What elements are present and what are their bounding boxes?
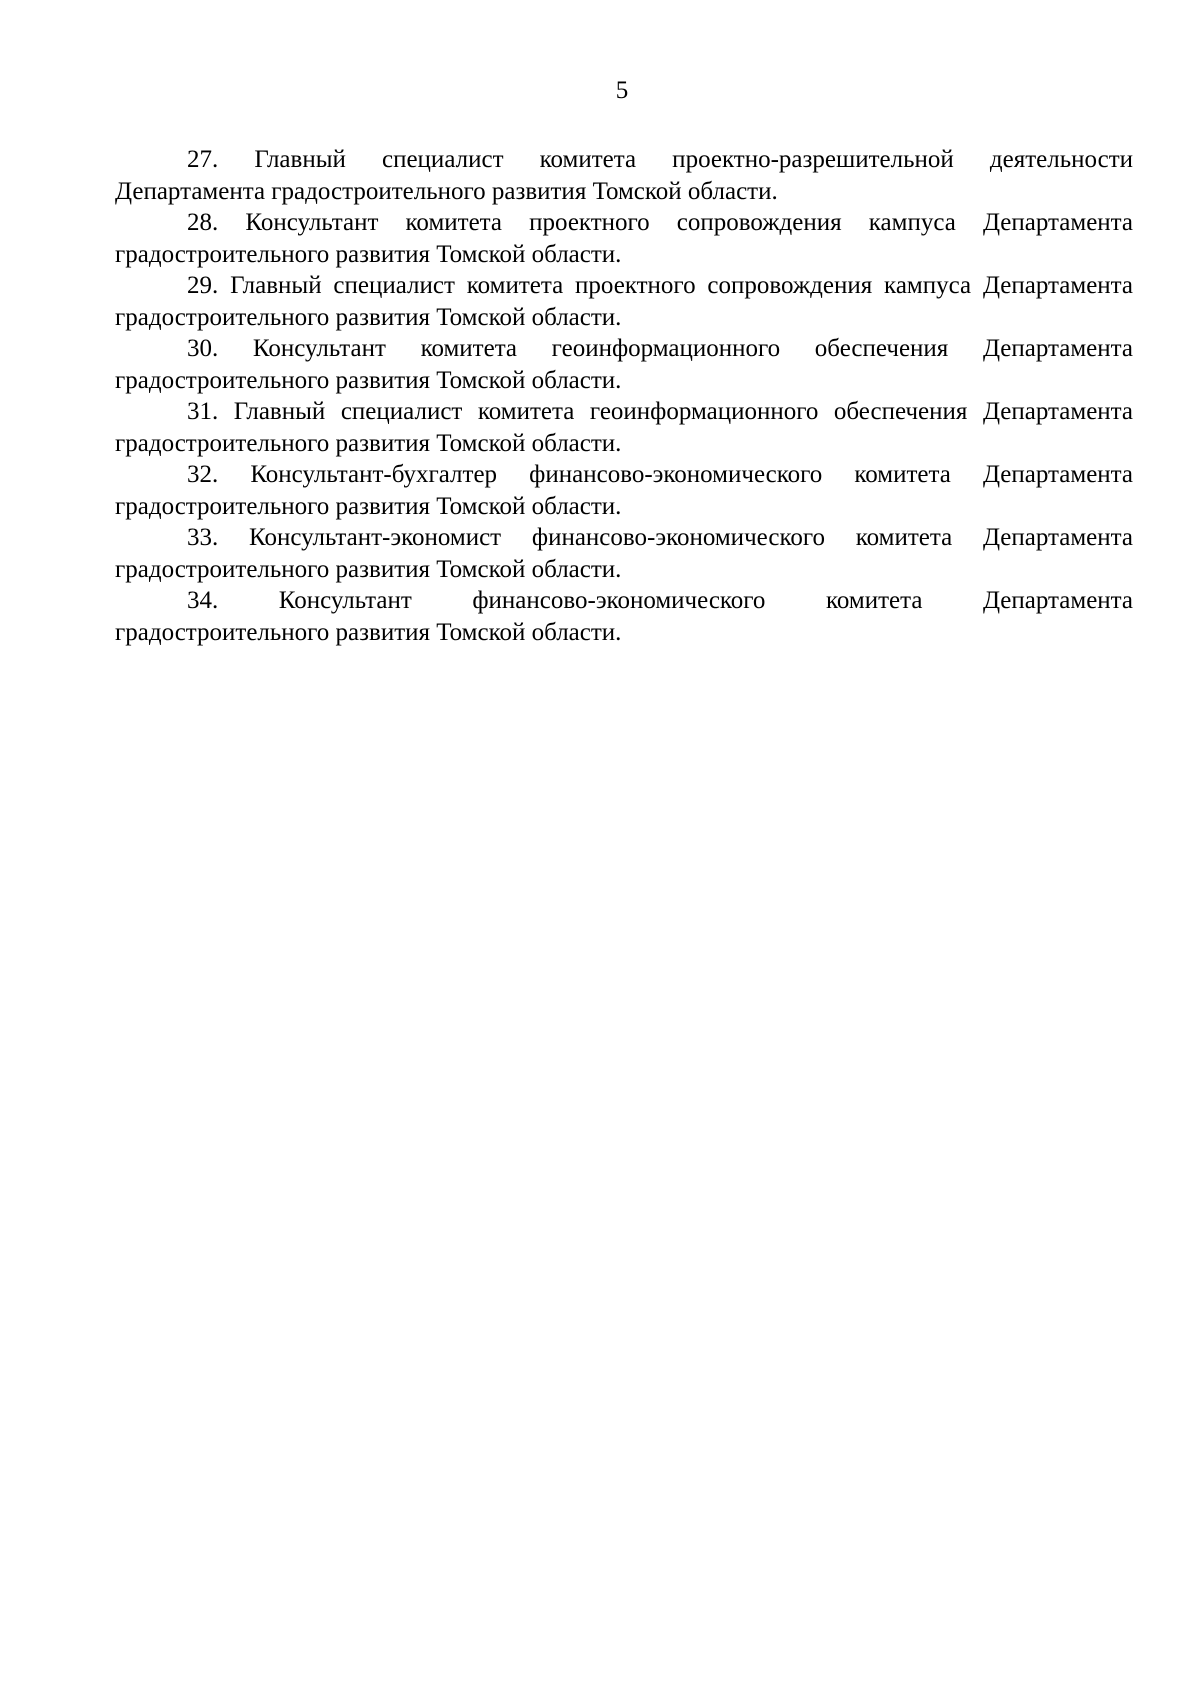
list-item: 32. Консультант-бухгалтер финансово-экономического комитета Департамента градостроительного развития Томской области. [115,461,1133,520]
list-item: 28. Консультант комитета проектного сопровождения кампуса Департамента градостроительного развития Томской области. [115,209,1133,268]
page-number: 5 [615,77,629,104]
list-item: 29. Главный специалист комитета проектного сопровождения кампуса Департамента градостроительного развития Томской области. [115,272,1133,331]
document-body [115,144,1133,648]
list-item: 31. Главный специалист комитета геоинформационного обеспечения Департамента градостроительного развития Томской области. [115,398,1133,457]
list-item: 34. Консультант финансово-экономического комитета Департамента градостроительного развития Томской области. [115,587,1133,646]
list-item: 27. Главный специалист комитета проектно-разрешительной деятельности Департамента градостроительного развития Томской области. [115,146,1133,205]
list-item: 33. Консультант-экономист финансово-экономического комитета Департамента градостроительного развития Томской области. [115,524,1133,583]
list-item: 30. Консультант комитета геоинформационного обеспечения Департамента градостроительного развития Томской области. [115,335,1133,394]
